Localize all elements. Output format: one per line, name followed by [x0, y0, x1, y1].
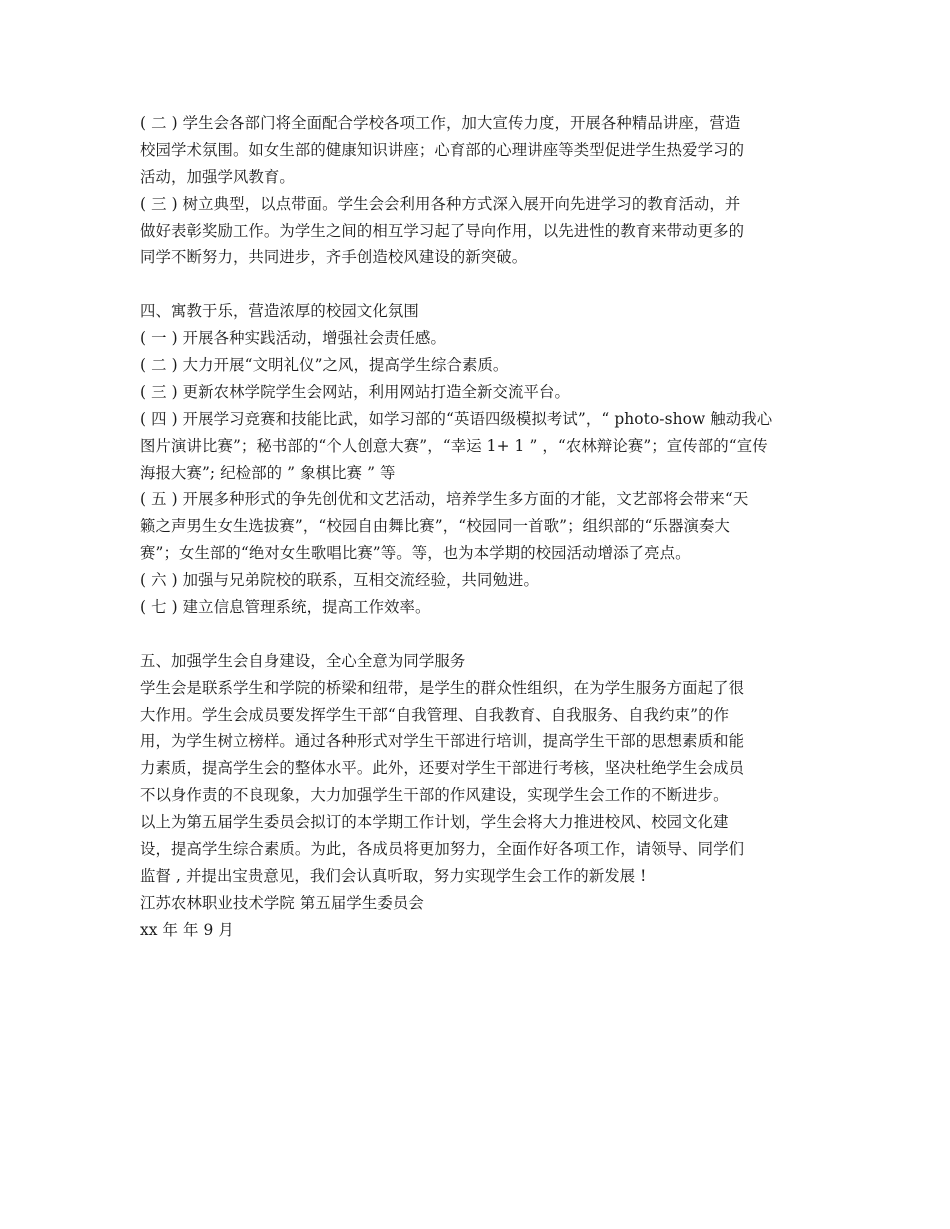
section-heading: 四、寓教于乐，营造浓厚的校园文化氛围 [140, 302, 419, 321]
text-line: 活动，加强学风教育。 [140, 167, 295, 186]
text-line: 海报大赛”; 纪检部的 ” 象棋比赛 ” 等 [140, 463, 396, 482]
signature-organization: 江苏农林职业技术学院 第五届学生委员会 [140, 893, 424, 912]
text-line: 力素质，提高学生会的整体水平。此外，还要对学生干部进行考核，坚决杜绝学生会成员 [140, 759, 745, 778]
text-line: 大作用。学生会成员要发挥学生干部“自我管理、自我教育、自我服务、自我约束”的作 [140, 705, 730, 724]
text-line: 校园学术氛围。如女生部的健康知识讲座；心育部的心理讲座等类型促进学生热爱学习的 [140, 140, 745, 159]
text-line: 监督 , 并提出宝贵意见，我们会认真听取，努力实现学生会工作的新发展 ! [140, 866, 647, 885]
text-line: 赛”；女生部的“绝对女生歌唱比赛”等。等，也为本学期的校园活动增添了亮点。 [140, 544, 691, 563]
paragraph-spacer [140, 621, 812, 648]
text-line: ( 七 ) 建立信息管理系统，提高工作效率。 [140, 598, 431, 617]
text-line: ( 三 ) 树立典型，以点带面。学生会会利用各种方式深入展开向先进学习的教育活动，并 [140, 194, 741, 213]
document-body [140, 110, 812, 944]
text-line: 做好表彰奖励工作。为学生之间的相互学习起了导向作用，以先进性的教育来带动更多的 [140, 221, 745, 240]
text-line: ( 五 ) 开展多种形式的争先创优和文艺活动，培养学生多方面的才能，文艺部将会带来“天 [140, 490, 749, 509]
text-line: ( 一 ) 开展各种实践活动，增强社会责任感。 [140, 329, 447, 348]
text-line: 以上为第五届学生委员会拟订的本学期工作计划，学生会将大力推进校风、校园文化建 [140, 813, 729, 832]
text-line: ( 四 ) 开展学习竞赛和技能比武，如学习部的“英语四级模拟考试”，“ photo-show 触动我心 [140, 409, 773, 428]
text-line: 图片演讲比赛”；秘书部的“个人创意大赛”，“幸运 1+ 1 ” ，“农林辩论赛”；宣传部的“宣传 [140, 436, 768, 455]
text-line: 同学不断努力，共同进步，齐手创造校风建设的新突破。 [140, 248, 528, 267]
section-heading: 五、加强学生会自身建设，全心全意为同学服务 [140, 651, 466, 670]
section-block-2 [140, 298, 812, 621]
text-line: ( 三 ) 更新农林学院学生会网站，利用网站打造全新交流平台。 [140, 382, 570, 401]
text-line: ( 六 ) 加强与兄弟院校的联系，互相交流经验，共同勉进。 [140, 571, 539, 590]
section-block-1 [140, 110, 812, 271]
text-line: 不以身作责的不良现象，大力加强学生干部的作风建设，实现学生会工作的不断进步。 [140, 786, 729, 805]
text-line: 籁之声男生女生选拔赛”，“校园自由舞比赛”，“校园同一首歌”；组织部的“乐器演奏大 [140, 517, 730, 536]
section-block-3 [140, 648, 812, 944]
text-line: ( 二 ) 学生会各部门将全面配合学校各项工作，加大宣传力度，开展各种精品讲座，营造 [140, 114, 741, 132]
text-line: 学生会是联系学生和学院的桥梁和纽带，是学生的群众性组织，在为学生服务方面起了很 [140, 678, 745, 697]
signature-date: xx 年 年 9 月 [140, 920, 234, 939]
text-line: ( 二 ) 大力开展“文明礼仪”之风，提高学生综合素质。 [140, 356, 509, 375]
paragraph-spacer [140, 271, 812, 298]
text-line: 设，提高学生综合素质。为此，各成员将更加努力，全面作好各项工作，请领导、同学们 [140, 840, 745, 859]
text-line: 用，为学生树立榜样。通过各种形式对学生干部进行培训，提高学生干部的思想素质和能 [140, 732, 745, 751]
